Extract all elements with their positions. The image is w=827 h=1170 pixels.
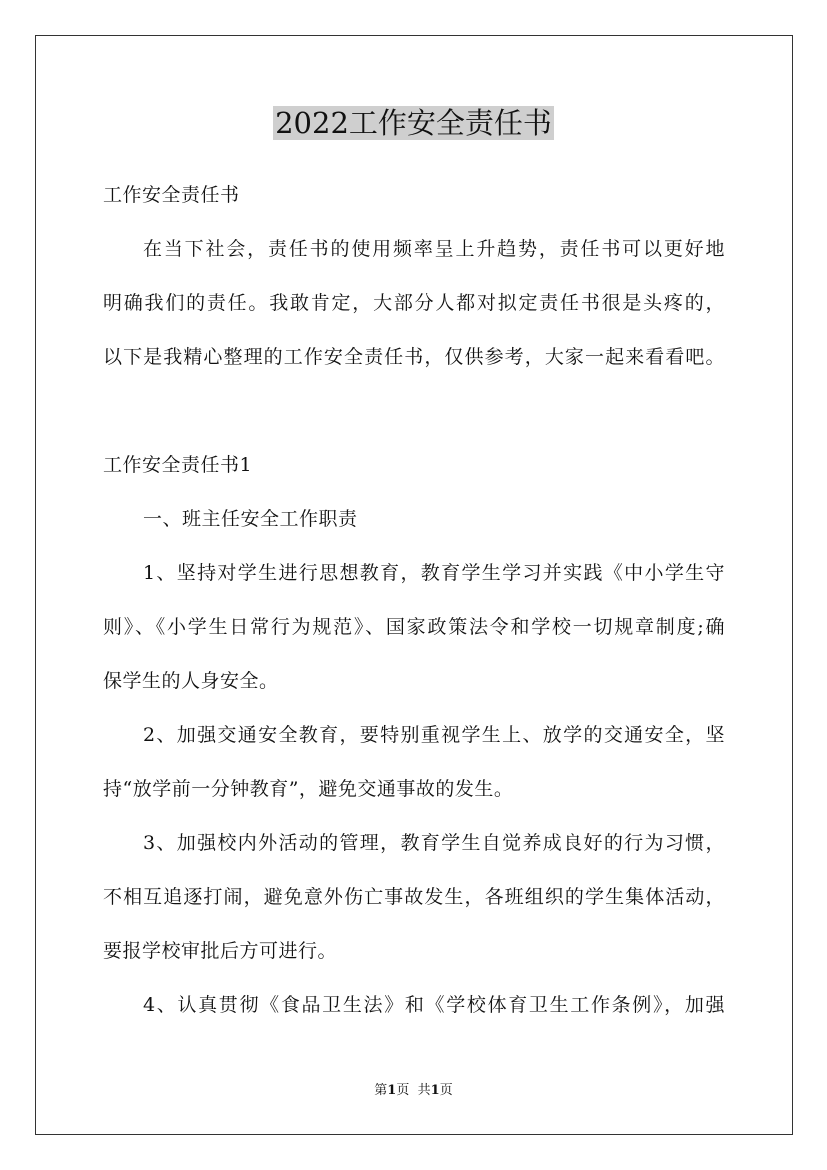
item-3-line-3: 要报学校审批后方可进行。: [103, 940, 338, 962]
intro-line-2: 明确我们的责任。我敢肯定，大部分人都对拟定责任书很是头疼的，: [103, 292, 725, 314]
item-2-line-2: 持“放学前一分钟教育”，避免交通事故的发生。: [103, 778, 514, 800]
footer-total-prefix: 共: [417, 1083, 431, 1098]
item-1-line-3: 保学生的人身安全。: [103, 670, 279, 692]
footer-page-suffix: 页: [396, 1083, 410, 1098]
footer-total-number: 1: [430, 1083, 440, 1098]
intro-line-3: 以下是我精心整理的工作安全责任书，仅供参考，大家一起来看看吧。: [103, 346, 725, 368]
footer-page-number: 1: [387, 1083, 397, 1098]
document-subtitle: 工作安全责任书: [103, 184, 240, 206]
item-3-line-2: 不相互追逐打闹，避免意外伤亡事故发生，各班组织的学生集体活动，: [103, 886, 725, 908]
document-title-text: 2022工作安全责任书: [275, 106, 552, 140]
intro-line-1: 在当下社会，责任书的使用频率呈上升趋势，责任书可以更好地: [143, 238, 725, 260]
item-4-line-1: 4、认真贯彻《食品卫生法》和《学校体育卫生工作条例》，加强: [143, 994, 725, 1016]
item-2-line-1: 2、加强交通安全教育，要特别重视学生上、放学的交通安全，坚: [143, 724, 725, 746]
subsection-heading: 一、班主任安全工作职责: [143, 508, 358, 530]
page-footer: [0, 1082, 827, 1100]
section-heading: 工作安全责任书1: [103, 454, 253, 476]
item-1-line-1: 1、坚持对学生进行思想教育，教育学生学习并实践《中小学生守: [143, 562, 725, 584]
item-3-line-1: 3、加强校内外活动的管理，教育学生自觉养成良好的行为习惯，: [143, 832, 725, 854]
footer-total-suffix: 页: [439, 1083, 453, 1098]
document-title: [0, 102, 827, 144]
item-1-line-2: 则》、《小学生日常行为规范》、国家政策法令和学校一切规章制度;确: [103, 616, 725, 638]
footer-page-prefix: 第: [374, 1083, 388, 1098]
